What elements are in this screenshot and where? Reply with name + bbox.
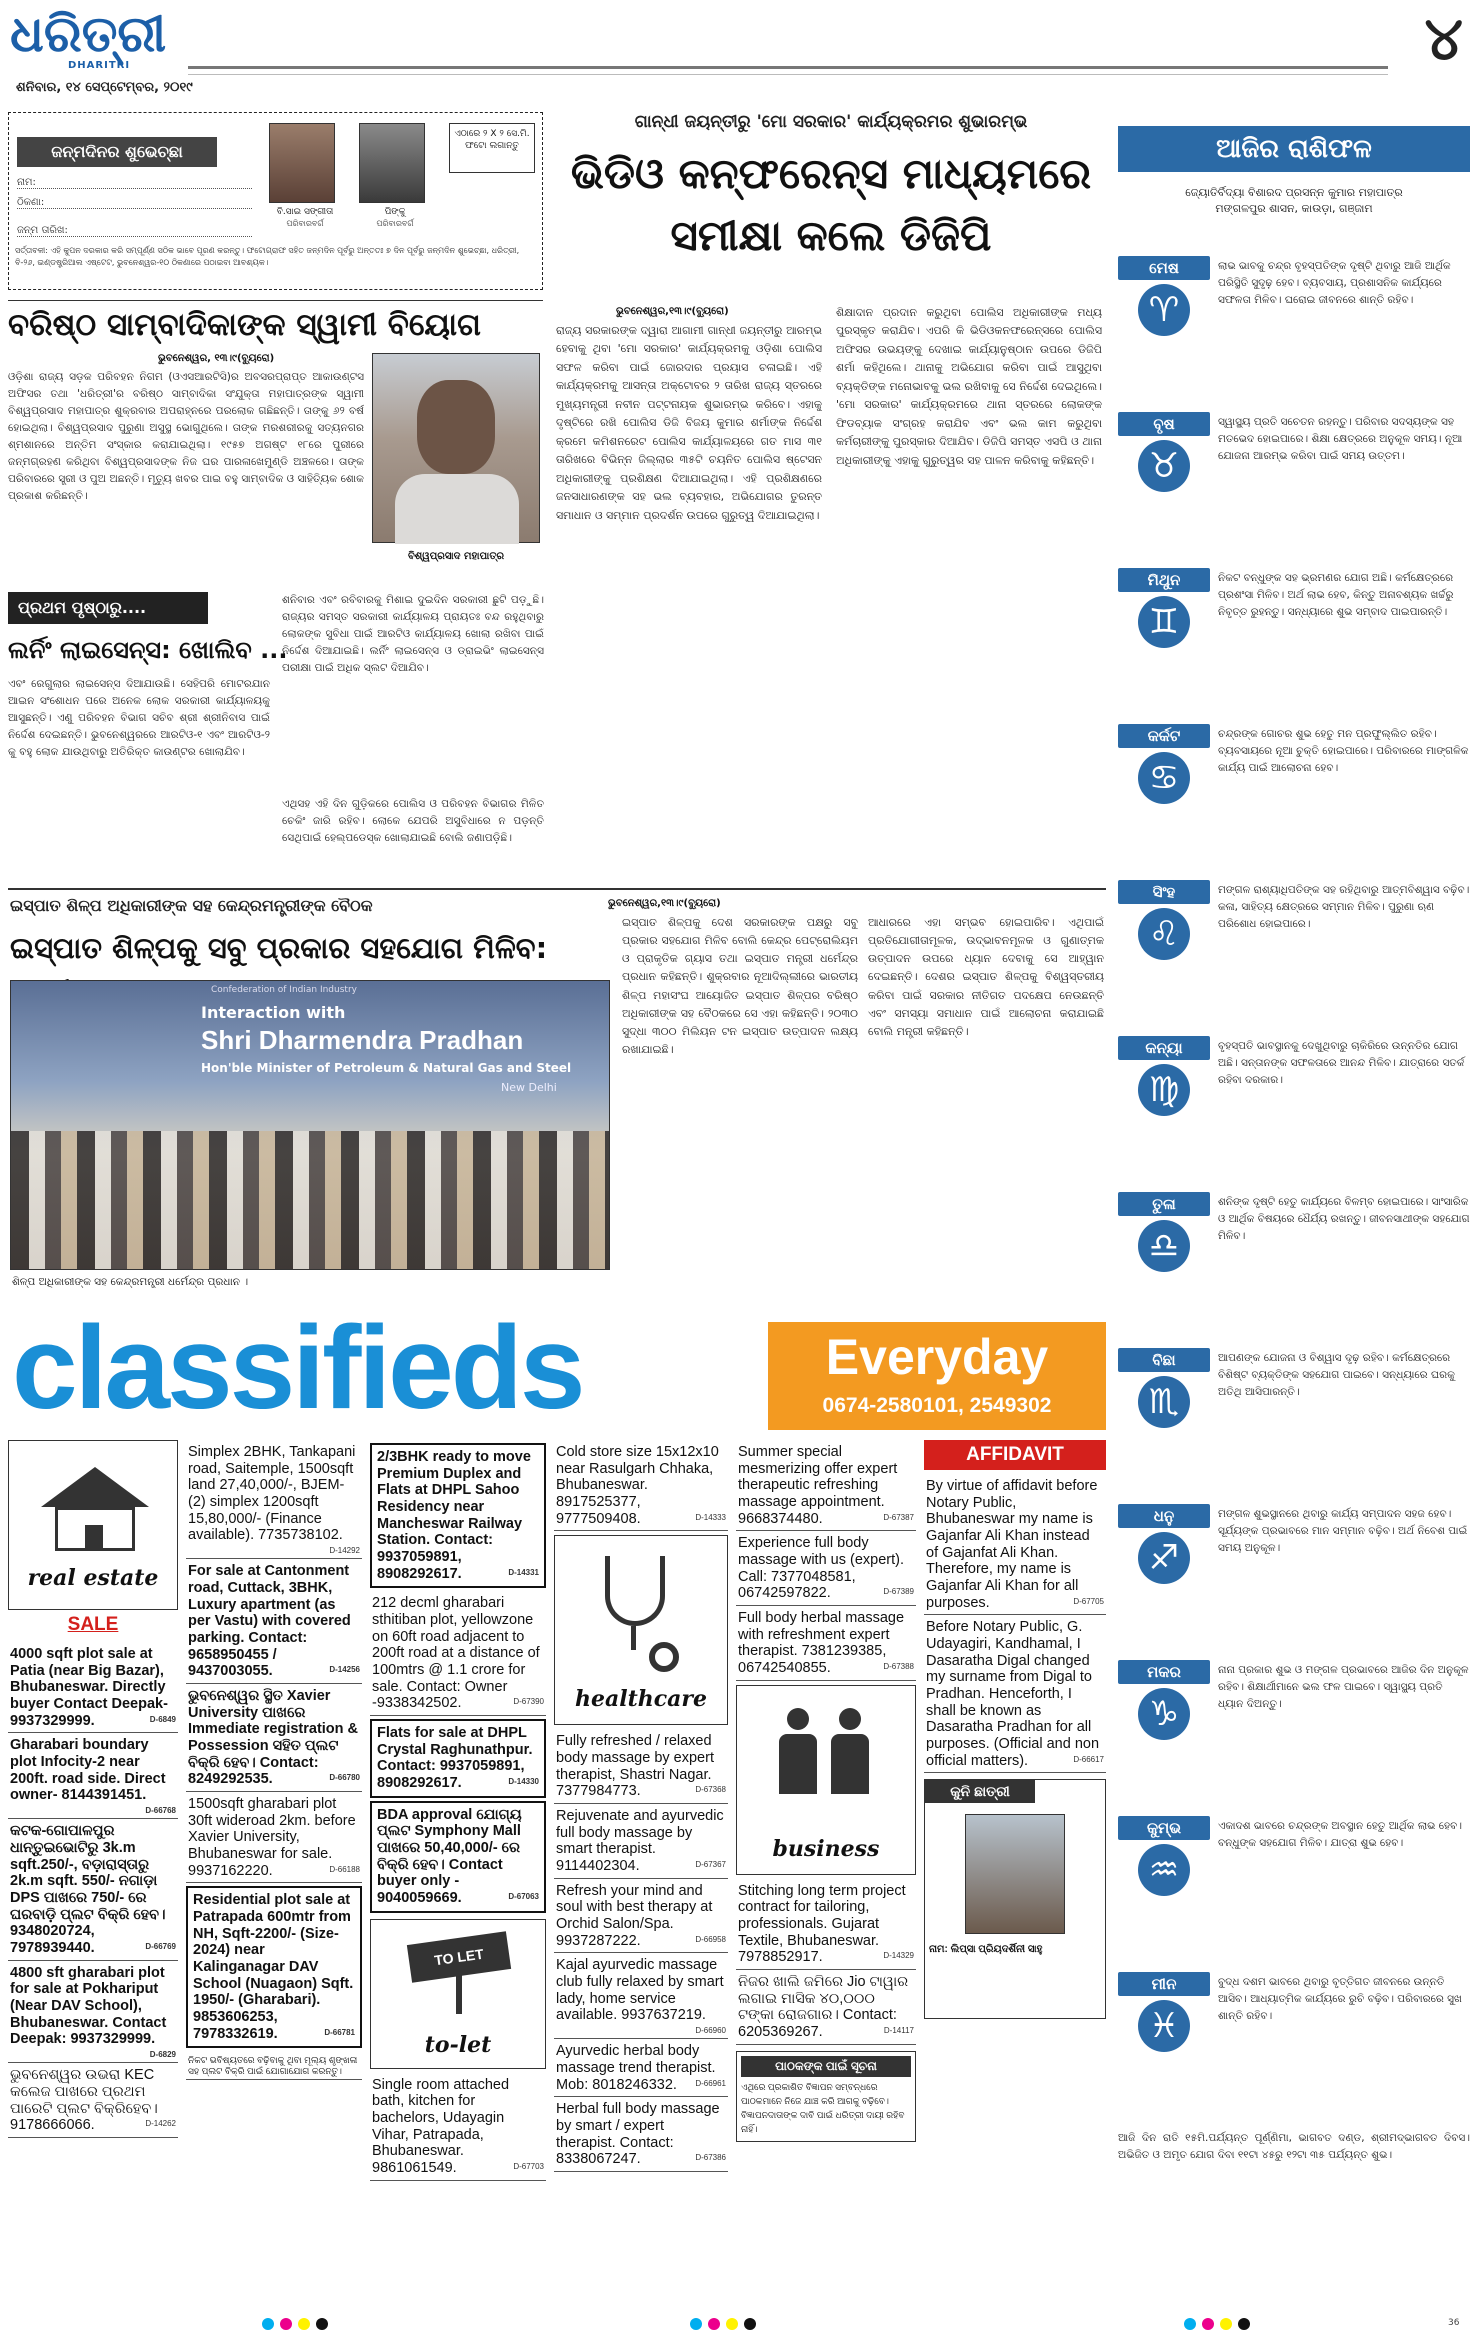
zodiac-taurus <box>1118 412 1470 552</box>
virgo-icon: ♍ <box>1138 1064 1190 1116</box>
horoscope-place: ମଙ୍ଗଳପୁର ଶାସନ, କାଉଡ଼ା, ଗଞ୍ଜାମ <box>1215 202 1373 215</box>
classified-ad: Flats for sale at DHPL Crystal Raghunathpur. Contact: 9937059891, 8908292617. D-14330 <box>370 1719 546 1798</box>
classified-ad: ଭୁବନେଶ୍ୱର ସ୍ଥିତ Xavier University ପାଖରେ Immediate registration & Possession ସହିତ ପ୍ଲଟ ବିକ୍ରି ହେବ। Contact: 8249292535. D-66780 <box>186 1684 362 1792</box>
classified-ad: ଭୁବନେଶ୍ୱର ଉଭରା KEC କଲେଜ ପାଖରେ ପ୍ରଥମ ପାରେଟି ପ୍ଲଟ ବିକ୍ରିହେବ। 9178666066. D-14262 <box>8 2063 178 2138</box>
birthday-note: ସର୍ତ୍ତାବଳୀ: ଏହି କୁପନ ଦରକାର କରି ସମ୍ପୂର୍ଣ୍ଣ ସଠିକ ଭାବେ ପୂରଣ କରନ୍ତୁ। ଫଟୋଗ୍ରାଫ ସହିତ ଜନ୍ମଦିନ ପୂର୍ବରୁ ଅନ୍ତତଃ ୭ ଦିନ ପୂର୍ବରୁ ଜନ୍ମଦିନ ଶୁଭେଚ୍ଛା, ଧରିତ୍ରୀ, ବି-୨୬, ଇଣ୍ଡଷ୍ଟ୍ରିଆଲ ଏଷ୍ଟେଟ, ଭୁବନେଶ୍ୱର-୧୦ ଠିକଣାରେ ପଠାଇବା ଆବଶ୍ୟକ। <box>15 246 520 267</box>
zodiac-name: ମିଥୁନ <box>1118 568 1210 592</box>
zodiac-text: ଲାଭ ଭାବକୁ ଚନ୍ଦ୍ର ବୃହସ୍ପତିଙ୍କ ଦୃଷ୍ଟି ଥିବାରୁ ଆଜି ଆର୍ଥିକ ପରିସ୍ଥିତି ସୁଦୃଢ଼ ହେବ। ବ୍ୟବସାୟ, ପ୍ରଶାସନିକ କାର୍ଯ୍ୟରେ ସଫଳତା ମିଳିବ। ଘରୋଇ ଜୀବନରେ ଶାନ୍ତି ରହିବ। <box>1218 260 1451 306</box>
birthday-photo-1-sub: ପରିବାରବର୍ଗ <box>286 219 324 228</box>
tutor-caption: ନାମ: ଲିପ୍‌ସା ପ୍ରିୟଦର୍ଶିନୀ ସାହୁ <box>929 1944 1043 1956</box>
classified-ad: Cold store size 15x12x10 near Rasulgarh Chhaka, Bhubaneswar. 8917525377, 9777509408. D-14333 <box>554 1440 728 1531</box>
classified-ad: Gharabari boundary plot Infocity-2 near 200ft. road side. Direct owner- 8144391451. D-66768 <box>8 1733 178 1819</box>
taurus-icon: ♉ <box>1138 440 1190 492</box>
front-page-teaser <box>8 592 543 882</box>
birthday-photo-1-caption: ବି.ସାଇ ସଙ୍ଗୀତା <box>276 207 334 217</box>
zodiac-text: ନିକଟ ବନ୍ଧୁଙ୍କ ସହ ଭ୍ରମଣର ଯୋଗ ଅଛି। କର୍ମକ୍ଷେତ୍ରରେ ପ୍ରଶଂସା ମିଳିବ। ଅର୍ଥ ଲାଭ ହେବ, କିନ୍ତୁ ଅନାବଶ୍ୟକ ଖର୍ଚ୍ଚରୁ ନିବୃତ୍ତ ରୁହନ୍ତୁ। ସନ୍ଧ୍ୟାରେ ଶୁଭ ସମ୍ବାଦ ପାଇପାରନ୍ତି। <box>1218 572 1454 618</box>
obituary-dateline: ଭୁବନେଶ୍ୱର, ୧୩।୯(ବ୍ୟୁରୋ) <box>158 353 275 364</box>
zodiac-name: ମୀନ <box>1118 1972 1210 1996</box>
teaser-col-2: ଶନିବାର ଏବଂ ରବିବାରକୁ ମିଶାଇ ଦୁଇଦିନ ସରକାରୀ ଛୁଟି ପଡ଼ୁଛି। ରାଜ୍ୟର ସମସ୍ତ ସରକାରୀ କାର୍ଯ୍ୟାଳୟ ପ୍ରାୟତଃ ବନ୍ଦ ରହୁଥିବାରୁ ଲୋକଙ୍କ ସୁବିଧା ପାଇଁ ଆରଟିଓ କାର୍ଯ୍ୟାଳୟ ଖୋଲା ରଖିବା ପାଇଁ ନିର୍ଦ୍ଦେଶ ଦିଆଯାଇଛି। ଲର୍ନିଂ ଲାଇସେନ୍ସ ଓ ଡ୍ରାଇଭିଂ ଲାଇସେନ୍ସ ପରୀକ୍ଷା ପାଇଁ ଅଧିକ ସ୍ଲଟ ଦିଆଯିବ। <box>282 594 544 674</box>
zodiac-text: ଏକାଦଶ ଭାବରେ ଚନ୍ଦ୍ରଙ୍କ ଅବସ୍ଥାନ ହେତୁ ଆର୍ଥିକ ଲାଭ ହେବ। ବନ୍ଧୁଙ୍କ ସହଯୋଗ ମିଳିବ। ଯାତ୍ରା ଶୁଭ ହେବ। <box>1218 1820 1463 1849</box>
classified-ad: Before Notary Public, G. Udayagiri, Kandhamal, I Dasaratha Digal changed my surname from Digal to Pradhan. Henceforth, I shall be known as Dasaratha Pradhan for all purposes. (Official and non official matters). D-66617 <box>924 1615 1106 1773</box>
classified-ad: 212 decml gharabari sthitiban plot, yellowzone on 60ft road adjacent to 200ft road at a distance of 100mtrs @ 1.1 crore for sale. Contact: Owner -9338342502. D-67390 <box>370 1591 546 1716</box>
business-label: business <box>772 1835 880 1862</box>
masthead-rule <box>188 66 1388 69</box>
tutor-box <box>924 1779 1106 2019</box>
to-let-sign-icon <box>409 1934 509 2014</box>
zodiac-text: ବୁଦ୍ଧ ଦଶମ ଭାବରେ ଥିବାରୁ ବୃତ୍ତିଗତ ଜୀବନରେ ଉନ୍ନତି ଆସିବ। ଆଧ୍ୟାତ୍ମିକ କାର୍ଯ୍ୟରେ ରୁଚି ବଢ଼ିବ। ପରିବାରରେ ସୁଖ ଶାନ୍ତି ରହିବ। <box>1218 1976 1462 2022</box>
zodiac-gemini <box>1118 568 1470 708</box>
zodiac-name: କର୍କଟ <box>1118 724 1210 748</box>
zodiac-name: ମକର <box>1118 1660 1210 1684</box>
leo-icon: ♌ <box>1138 908 1190 960</box>
to-let-sign: TO LET <box>407 1931 511 1983</box>
healthcare-box <box>554 1535 728 1725</box>
steel-banner-line-3: Hon'ble Minister of Petroleum & Natural Gas and Steel <box>201 1061 572 1075</box>
obituary-body: ଓଡ଼ିଶା ରାଜ୍ୟ ସଡ଼କ ପରିବହନ ନିଗମ (ଓଏସଆରଟିସି)ର ଅବସରପ୍ରାପ୍ତ ଆକାଉଣ୍ଟସ ଅଫିସର ତଥା 'ଧରିତ୍ରୀ'ର ବରିଷ୍ଠ ସାମ୍ବାଦିକା ସଂଯୁକ୍ତା ମହାପାତ୍ରଙ୍କ ସ୍ୱାମୀ ବିଶ୍ୱପ୍ରସାଦ ମହାପାତ୍ର ଶୁକ୍ରବାର ଅପରାହ୍ନରେ ପରଲୋକ ଗଛିଛନ୍ତି। ତାଙ୍କୁ ୬୨ ବର୍ଷ ହୋଇଥିଲା। ବିଶ୍ୱପ୍ରସାଦ ପୁରୁଣା ଅସୁସ୍ଥ ଭୋଗୁଥିଲେ। ତାଙ୍କ ମରଶରୀରକୁ ସତ୍ୟନଗର ଶ୍ମଶାନରେ ଅନ୍ତିମ ସଂସ୍କାର କରାଯାଇଥିଲା। ୧୯୫୭ ଅଗଷ୍ଟ ୧୮ରେ ପୁରୀରେ ଜନ୍ମଗ୍ରହଣ କରିଥିବା ବିଶ୍ୱପ୍ରସାଦଙ୍କ ନିଜ ଘର ପାରଳାଖେମୁଣ୍ଡି ଅଞ୍ଚଳରେ। ତାଙ୍କ ପରିବାରରେ ସ୍ତ୍ରୀ ଓ ପୁଅ ଅଛନ୍ତି। ମୃତ୍ୟୁ ଖବର ପାଇ ବହୁ ସାମ୍ବାଦିକ ଓ ସାହିତ୍ୟିକ ଶୋକ ପ୍ରକାଶ କରିଛନ୍ତି। <box>8 371 364 502</box>
photo-size-box: ଏଠାରେ ୨ X ୨ ସେ.ମି. ଫଟୋ ଲଗାନ୍ତୁ <box>449 123 535 173</box>
zodiac-name: ବିଛା <box>1118 1348 1210 1372</box>
zodiac-text: ଆପଣଙ୍କ ଯୋଜନା ଓ ବିଶ୍ୱାସ ଦୃଢ଼ ରହିବ। କର୍ମକ୍ଷେତ୍ରରେ ବିଶିଷ୍ଟ ବ୍ୟକ୍ତିଙ୍କ ସହଯୋଗ ପାଇବେ। ସନ୍ଧ୍ୟାରେ ଘରକୁ ଅତିଥି ଆସିପାରନ୍ତି। <box>1218 1352 1455 1398</box>
house-icon <box>41 1467 149 1557</box>
zodiac-text: ସ୍ୱାସ୍ଥ୍ୟ ପ୍ରତି ସଚେତନ ରହନ୍ତୁ। ପରିବାର ସଦସ୍ୟଙ୍କ ସହ ମତଭେଦ ହୋଇପାରେ। ଶିକ୍ଷା କ୍ଷେତ୍ରରେ ଅନୁକୂଳ ସମୟ। ନୂଆ ଯୋଜନା ଆରମ୍ଭ କରିବା ପାଇଁ ସମୟ ଉତ୍ତମ। <box>1218 416 1463 462</box>
registration-mark <box>262 2318 332 2330</box>
steel-banner-line-4: New Delhi <box>501 1081 557 1094</box>
zodiac-sagittarius <box>1118 1504 1470 1644</box>
zodiac-text: ବୃହସ୍ପତି ଭାବସ୍ଥାନକୁ ଦେଖୁଥିବାରୁ ଚାକିରିରେ ଉନ୍ନତିର ଯୋଗ ଅଛି। ସନ୍ତାନଙ୍କ ସଫଳତାରେ ଆନନ୍ଦ ମିଳିବ। ଯାତ୍ରାରେ ସତର୍କ ରହିବା ଦରକାର। <box>1218 1040 1465 1086</box>
classified-ad: Rejuvenate and ayurvedic full body massage by smart therapist. 9114402304. D-67367 <box>554 1804 728 1879</box>
classified-col-6 <box>924 1440 1106 2300</box>
lead-col-2: ଶିକ୍ଷାଦାନ ପ୍ରଦାନ କରୁଥିବା ପୋଲିସ ଅଧିକାରୀଙ୍କ ମଧ୍ୟ ପୁରସ୍କୃତ କରାଯିବ। ଏପରି କି ଭିଡିଓକନଫରେନ୍ସରେ ପୋଲିସ ଅଫିସର ଉଭୟଙ୍କୁ ଦେଖାଇ କାର୍ଯ୍ୟାନୁଷ୍ଠାନ ଉପରେ ଡିଜିପି ଶର୍ମା କହିଥିଲେ। ଥାନାକୁ ଅଭିଯୋଗ କରିବା ପାଇଁ ଆସୁଥିବା ବ୍ୟକ୍ତିଙ୍କ ମନୋଭାବକୁ ଭଲ ରଖିବାକୁ ସେ ନିର୍ଦ୍ଦେଶ ଦେଇଥିଲେ। 'ମୋ ସରକାର' କାର୍ଯ୍ୟକ୍ରମରେ ଥାନା ସ୍ତରରେ ଲୋକଙ୍କ ଫିଡବ୍ୟାକ ସଂଗ୍ରହ କରାଯିବ ଏବଂ ଭଲ କାମ କରୁଥିବା କର୍ମଚାରୀଙ୍କୁ ପୁରସ୍କାର ଦିଆଯିବ। ଡିଜିପି ସମସ୍ତ ଏସପି ଓ ଥାନା ଅଧିକାରୀଙ୍କୁ ଏହାକୁ ଗୁରୁତ୍ୱର ସହ ପାଳନ କରିବାକୁ କହିଛନ୍ତି। <box>836 306 1102 467</box>
date-line: ଶନିବାର, ୧୪ ସେପ୍ଟେମ୍ବର, ୨୦୧୯ <box>16 80 193 95</box>
steel-col-1: ଇସ୍ପାତ ଶିଳ୍ପକୁ ଦେଶ ସରକାରଙ୍କ ପକ୍ଷରୁ ସବୁ ପ୍ରକାର ସହଯୋଗ ମିଳିବ ବୋଲି କେନ୍ଦ୍ର ପେଟ୍ରୋଲିୟମ ଓ ପ୍ରାକୃତିକ ଗ୍ୟାସ ତଥା ଇସ୍ପାତ ମନ୍ତ୍ରୀ ଧର୍ମେନ୍ଦ୍ର ପ୍ରଧାନ କହିଛନ୍ତି। ଶୁକ୍ରବାର ନୂଆଦିଲ୍ଲୀରେ ଭାରତୀୟ ଶିଳ୍ପ ମହାସଂଘ ଆୟୋଜିତ ଇସ୍ପାତ ଶିଳ୍ପର ବରିଷ୍ଠ ଅଧିକାରୀଙ୍କ ସହ ବୈଠକରେ ସେ ଏହା କହିଛନ୍ତି। ୨୦୩୦ ସୁଦ୍ଧା ୩୦୦ ମିଲିୟନ ଟନ ଇସ୍ପାତ ଉତ୍ପାଦନ ଲକ୍ଷ୍ୟ ରଖାଯାଇଛି। <box>622 916 858 1056</box>
teaser-banner: ପ୍ରଥମ ପୃଷ୍ଠାରୁ.... <box>8 592 208 624</box>
zodiac-aries <box>1118 256 1470 396</box>
birthday-photo-2-caption: ପିଙ୍କୁ <box>384 207 406 217</box>
reader-notice-body: ଏଥିରେ ପ୍ରକାଶିତ ବିଜ୍ଞାପନ ସମ୍ବନ୍ଧରେ ପାଠକମାନେ ନିଜେ ଯାଞ୍ଚ କରି ଆଗକୁ ବଢ଼ିବେ। ବିଜ୍ଞାପନଦାତାଙ୍କ ଦାବି ପାଇଁ ଧରିତ୍ରୀ ଦାୟୀ ରହିବ ନାହିଁ। <box>741 2081 905 2134</box>
zodiac-leo <box>1118 880 1470 1020</box>
logo: ଧରିତ୍ରୀ <box>10 4 167 63</box>
classified-ad: Refresh your mind and soul with best therapy at Orchid Salon/Spa. 9937287222. D-66958 <box>554 1879 728 1954</box>
classified-ad: Single room attached bath, kitchen for bachelors, Udayagin Vihar, Patrapada, Bhubaneswar. 9861061549. D-67703 <box>370 2073 546 2181</box>
tutor-photo <box>965 1814 1065 1934</box>
lead-headline-2: ସମୀକ୍ଷା କଲେ ଡିଜିପି <box>670 211 992 260</box>
logo-sub: DHARITRI <box>68 60 131 71</box>
steel-photo <box>10 980 610 1270</box>
classified-ad: By virtue of affidavit before Notary Public, Bhubaneswar my name is Gajanfar Ali Khan instead of Gajanfat Ali Khan. Therefore, my name is Gajanfar Ali Khan for all purposes. D-67705 <box>924 1474 1106 1615</box>
classified-ad: ନିଜର ଖାଲି ଜମିରେ Jio ଟାୱାର ଲଗାଇ ମାସିକ ୪୦,୦୦୦ ଟଙ୍କା ରୋଜଗାର। Contact: 6205369267. D-14117 <box>736 1970 916 2045</box>
sale-heading: SALE <box>67 1614 119 1635</box>
classified-ad: Stitching long term project contract for tailoring, professionals. Gujarat Textile, Bhubaneswar. 7978852917. D-14329 <box>736 1879 916 1970</box>
libra-icon: ♎ <box>1138 1220 1190 1272</box>
steel-story <box>8 888 1106 1296</box>
affidavit-heading: AFFIDAVIT <box>924 1440 1106 1470</box>
classifieds-header <box>8 1304 1106 1434</box>
birthday-address-field: ଠିକଣା: <box>17 197 252 209</box>
pisces-icon: ♓ <box>1138 2000 1190 2052</box>
tutor-heading: କୁନି ଛାତ୍ରୀ <box>925 1780 1035 1803</box>
zodiac-virgo <box>1118 1036 1470 1176</box>
classified-ad: Experience full body massage with us (expert). Call: 7377048581, 06742597822. D-67389 <box>736 1531 916 1606</box>
masthead <box>8 4 1469 100</box>
zodiac-text: ନାନା ପ୍ରକାର ଶୁଭ ଓ ମଙ୍ଗଳ ପ୍ରଭାବରେ ଆଜିର ଦିନ ଅନୁକୂଳ ରହିବ। ଶିକ୍ଷାର୍ଥୀମାନେ ଭଲ ଫଳ ପାଇବେ। ସ୍ୱାସ୍ଥ୍ୟ ପ୍ରତି ଧ୍ୟାନ ଦିଅନ୍ତୁ। <box>1218 1664 1469 1710</box>
zodiac-text: ଶନିଙ୍କ ଦୃଷ୍ଟି ହେତୁ କାର୍ଯ୍ୟରେ ବିଳମ୍ବ ହୋଇପାରେ। ସାଂସାରିକ ଓ ଆର୍ଥିକ ବିଷୟରେ ଧୈର୍ଯ୍ୟ ରଖନ୍ତୁ। ଜୀବନସାଥୀଙ୍କ ସହଯୋଗ ମିଳିବ। <box>1218 1196 1470 1242</box>
classified-ad: Herbal full body massage by smart / expert therapist. Contact: 8338067247. D-67386 <box>554 2097 728 2172</box>
classified-ad: Ayurvedic herbal body massage trend therapist. Mob: 8018246332. D-66961 <box>554 2039 728 2097</box>
to-let-label: to-let <box>424 2031 492 2058</box>
classifieds-band <box>768 1322 1106 1430</box>
horoscope-astrologer: ଜ୍ୟୋତିର୍ବିଦ୍ୟା ବିଶାରଦ ପ୍ରସନ୍ନ କୁମାର ମହାପାତ୍ର <box>1185 186 1403 199</box>
birthday-photo-2-sub: ପରିବାରବର୍ଗ <box>376 219 414 228</box>
classifieds-phones: 0674-2580101, 2549302 <box>822 1394 1052 1417</box>
birthday-dob-field: ଜନ୍ମ ତାରିଖ: <box>17 225 252 237</box>
horoscope-footer: ଆଜି ଦିନ ରାତି ୧୫ମି.ପର୍ଯ୍ୟନ୍ତ ପୂର୍ଣ୍ଣିମା, ଭାଗବତ ଦଣ୍ଡ, ଶ୍ରୀମଦ୍ଭାଗବତ ଦିବସ। ଅଭିଜିତ ଓ ଅମୃତ ଯୋଗ ଦିବା ୧୧ଟା ୪୫ରୁ ୧୨ଟା ୩୫ ପର୍ଯ୍ୟନ୍ତ ଶୁଭ। <box>1118 2132 1470 2161</box>
birthday-photo-2 <box>359 123 425 203</box>
obituary-headline: ବରିଷ୍ଠ ସାମ୍ବାଦିକାଙ୍କ ସ୍ୱାମୀ ବିୟୋଗ <box>8 307 481 343</box>
classifieds-title: classifieds <box>12 1302 583 1434</box>
horoscope-header <box>1118 118 1470 228</box>
cancer-icon: ♋ <box>1138 752 1190 804</box>
lead-headline-1: ଭିଡିଓ କନ୍‌ଫରେନ୍ସ ମାଧ୍ୟମରେ <box>570 149 1092 198</box>
classified-ad: ନିକଟ ଭବିଷ୍ୟତରେ ବଢ଼ିବାକୁ ଥିବା ମୂଲ୍ୟ ଶୃଙ୍ଖଳା ସହ ପ୍ଲଟ ବିକ୍ରି ପାଇଁ ଯୋଗାଯୋଗ କରନ୍ତୁ। <box>186 2051 362 2080</box>
healthcare-label: healthcare <box>575 1686 707 1713</box>
classified-col-4 <box>554 1440 728 2300</box>
classified-ad: କଟକ-ଗୋପାଳପୁର ଧାନ୍ତୁଇଭୋଟିରୁ 3k.m sqft.250/-, ବଡ଼ାରାସ୍ତାରୁ 2k.m sqft. 550/- ନଗାଡ଼ା DPS ପାଖରେ 750/- ରେ ଘରବାଡ଼ି ପ୍ଲଟ ବିକ୍ରି ହେବ। 9348020724, 7978939440. D-66769 <box>8 1819 178 1960</box>
classified-ad: BDA approval ଯୋଗ୍ୟ ପ୍ଲଟ Symphony Mall ପାଖରେ 50,40,000/- ରେ ବିକ୍ରି ହେବ। Contact buyer only - 9040059669. D-67063 <box>370 1801 546 1913</box>
classified-col-3 <box>370 1440 546 2300</box>
birthday-photo-1 <box>269 123 335 203</box>
sagittarius-icon: ♐ <box>1138 1532 1190 1584</box>
steel-banner-org: Confederation of Indian Industry <box>211 985 357 995</box>
classifieds-everyday: Everyday <box>825 1329 1049 1385</box>
zodiac-capricorn <box>1118 1660 1470 1800</box>
business-box <box>736 1685 916 1875</box>
classified-col-1 <box>8 1440 178 2300</box>
obituary-story <box>8 300 543 590</box>
teaser-col-3: ଏଥିସହ ଏହି ଦିନ ଗୁଡ଼ିକରେ ପୋଲିସ ଓ ପରିବହନ ବିଭାଗର ମିଳିତ ଚେକିଂ ଜାରି ରହିବ। ଲୋକେ ଯେପରି ଅସୁବିଧାରେ ନ ପଡ଼ନ୍ତି ସେଥିପାଇଁ ହେଲ୍ପଡେସ୍କ ଖୋଲାଯାଇଛି ବୋଲି ଜଣାପଡ଼ିଛି। <box>282 798 544 844</box>
zodiac-libra <box>1118 1192 1470 1332</box>
page-number: ୪ <box>1424 4 1463 74</box>
steel-kicker: ଇସ୍ପାତ ଶିଳ୍ପ ଅଧିକାରୀଙ୍କ ସହ କେନ୍ଦ୍ରମନ୍ତ୍ରୀଙ୍କ ବୈଠକ <box>10 896 373 915</box>
zodiac-name: କୁମ୍ଭ <box>1118 1816 1210 1840</box>
real-estate-box <box>8 1440 178 1610</box>
classified-ad: For sale at Cantonment road, Cuttack, 3BHK, Luxury apartment (as per Vastu) with covered parking. Contact: 9658950455 / 9437003055. D-14256 <box>186 1559 362 1684</box>
zodiac-aquarius <box>1118 1816 1470 1956</box>
scorpio-icon: ♏ <box>1138 1376 1190 1428</box>
page-folio: 36 <box>1448 2318 1460 2328</box>
classified-ad: 4000 sqft plot sale at Patia (near Big Bazar), Bhubaneswar. Directly buyer Contact Deepak- 9937329999. D-6849 <box>8 1642 178 1733</box>
obituary-photo <box>372 353 540 543</box>
masthead-rule-thin <box>188 74 1388 75</box>
zodiac-name: ଧନୁ <box>1118 1504 1210 1528</box>
classified-col-2 <box>186 1440 362 2300</box>
aquarius-icon: ♒ <box>1138 1844 1190 1896</box>
horoscope-title: ଆଜିର ରାଶିଫଳ <box>1118 126 1470 172</box>
zodiac-name: କନ୍ୟା <box>1118 1036 1210 1060</box>
classified-ad: 4800 sft gharabari plot for sale at Pokhariput (Near DAV School), Bhubaneswar. Contact Deepak: 9937329999. D-6829 <box>8 1961 178 2064</box>
zodiac-name: ବୃଷ <box>1118 412 1210 436</box>
steel-headline: ଇସ୍ପାତ ଶିଳ୍ପକୁ ସବୁ ପ୍ରକାର ସହଯୋଗ ମିଳିବ: <box>10 931 548 965</box>
zodiac-text: ମଙ୍ଗଳ ଶୁଭସ୍ଥାନରେ ଥିବାରୁ କାର୍ଯ୍ୟ ସମ୍ପାଦନ ସହଜ ହେବ। ସୂର୍ଯ୍ୟଙ୍କ ପ୍ରଭାବରେ ମାନ ସମ୍ମାନ ବଢ଼ିବ। ଅର୍ଥ ନିବେଶ ପାଇଁ ସମୟ ଅନୁକୂଳ। <box>1218 1508 1468 1554</box>
to-let-box <box>370 1919 546 2069</box>
zodiac-cancer <box>1118 724 1470 864</box>
classified-ad: Residential plot sale at Patrapada 600mtr from NH, Sqft-2200/- (Size-2024) near Kalinganagar DAV School (Nuagaon) Sqft. 1950/- (Gharabari). 9853606253, 7978332619. D-66781 <box>186 1886 362 2048</box>
teaser-col-1: ଏବଂ ରେଗୁଲାର ଲାଇସେନ୍ସ ଦିଆଯାଉଛି। ସେହିପରି ମୋଟରଯାନ ଆଇନ ସଂଶୋଧନ ପରେ ଅନେକ ଲୋକ ସରକାରୀ କାର୍ଯ୍ୟାଳୟକୁ ଆସୁଛନ୍ତି। ଏଣୁ ପରିବହନ ବିଭାଗ ସଚିବ ଶ୍ରୀ ଶ୍ରୀନିବାସ ପାଇଁ ନିର୍ଦ୍ଦେଶ ଦେଇଛନ୍ତି। ଭୁବନେଶ୍ୱରରେ ଆରଟିଓ-୧ ଏବଂ ଆରଟିଓ-୨ କୁ ବହୁ ଲୋକ ଯାଉଥିବାରୁ ଅତିରିକ୍ତ କାଉଣ୍ଟର ଖୋଲାଯିବ। <box>8 678 270 758</box>
classified-ad: Fully refreshed / relaxed body massage by expert therapist, Shastri Nagar. 7377984773. D-67368 <box>554 1729 728 1804</box>
classified-ad: Full body herbal massage with refreshment expert therapist. 7381239385, 06742540855. D-67388 <box>736 1606 916 1681</box>
zodiac-name: ତୁଳା <box>1118 1192 1210 1216</box>
steel-banner-line-2: Shri Dharmendra Pradhan <box>201 1025 524 1055</box>
zodiac-scorpio <box>1118 1348 1470 1488</box>
classified-ad: Kajal ayurvedic massage club fully relaxed by smart lady, home service available. 9937637219. D-66960 <box>554 1953 728 2039</box>
stethoscope-icon <box>595 1556 691 1666</box>
steel-banner-line-1: Interaction with <box>201 1003 346 1022</box>
capricorn-icon: ♑ <box>1138 1688 1190 1740</box>
reader-notice-title: ପାଠକଙ୍କ ପାଇଁ ସୂଚନା <box>741 2056 911 2077</box>
reader-notice <box>736 2051 916 2142</box>
registration-mark <box>690 2318 760 2330</box>
lead-dateline: ଭୁବନେଶ୍ୱର,୧୩।୯(ବ୍ୟୁରୋ) <box>616 306 729 317</box>
birthday-name-field: ନାମ: <box>17 177 252 189</box>
classified-col-5 <box>736 1440 916 2300</box>
birthday-coupon <box>8 112 543 290</box>
aries-icon: ♈ <box>1138 284 1190 336</box>
business-people-icon <box>777 1708 877 1808</box>
lead-kicker: ଗାନ୍ଧୀ ଜୟନ୍ତୀରୁ 'ମୋ ସରକାର' କାର୍ଯ୍ୟକ୍ରମର ଶୁଭାରମ୍ଭ <box>634 112 1028 132</box>
lead-story <box>556 108 1106 878</box>
real-estate-label: real estate <box>27 1565 159 1591</box>
obituary-photo-caption: ବିଶ୍ୱପ୍ରସାଦ ମହାପାତ୍ର <box>407 551 505 562</box>
classified-ad: Simplex 2BHK, Tankapani road, Saitemple, 1500sqft land 27,40,000/-, BJEM-(2) simplex 1200sqft 15,80,000/- (Finance available). 7735738102. D-14292 <box>186 1440 362 1559</box>
teaser-headline: ଲର୍ନିଂ ଲାଇସେନ୍ସ: ଖୋଲିବ ... <box>8 636 288 664</box>
gemini-icon: ♊ <box>1138 596 1190 648</box>
classified-ad: 2/3BHK ready to move Premium Duplex and Flats at DHPL Sahoo Residency near Mancheswar Railway Station. Contact: 9937059891, 8908292617. D-14331 <box>370 1443 546 1588</box>
classified-ad: 1500sqft gharabari plot 30ft wideroad 2km. before Xavier University, Bhubaneswar for sale. 9937162220. D-66188 <box>186 1792 362 1883</box>
registration-mark <box>1184 2318 1254 2330</box>
zodiac-text: ଚନ୍ଦ୍ରଙ୍କ ଗୋଚର ଶୁଭ ହେତୁ ମନ ପ୍ରଫୁଲ୍ଲିତ ରହିବ। ବ୍ୟବସାୟରେ ନୂଆ ଚୁକ୍ତି ହୋଇପାରେ। ପରିବାରରେ ମାଙ୍ଗଳିକ କାର୍ଯ୍ୟ ପାଇଁ ଆଲୋଚନା ହେବ। <box>1218 728 1469 774</box>
classified-ad: Summer special mesmerizing offer expert therapeutic refreshing massage appointment. 9668374480. D-67387 <box>736 1440 916 1531</box>
zodiac-pisces <box>1118 1972 1470 2112</box>
birthday-title: ଜନ୍ମଦିନର ଶୁଭେଚ୍ଛା <box>17 137 217 167</box>
steel-dateline: ଭୁବନେଶ୍ୱର,୧୩।୯(ବ୍ୟୁରୋ) <box>608 898 721 909</box>
zodiac-text: ମଙ୍ଗଳ ରାଶ୍ୟାଧିପତିଙ୍କ ସହ ରହିଥିବାରୁ ଆତ୍ମବିଶ୍ୱାସ ବଢ଼ିବ। କଳା, ସାହିତ୍ୟ କ୍ଷେତ୍ରରେ ସମ୍ମାନ ମିଳିବ। ପୁରୁଣା ଋଣ ପରିଶୋଧ ହୋଇପାରେ। <box>1218 884 1470 930</box>
steel-col-2: ଆଧାରରେ ଏହା ସମ୍ଭବ ହୋଇପାରିବ। ଏଥିପାଇଁ ପ୍ରତିଯୋଗୀତାମୂଳକ, ଉଦ୍ଭାବନମୂଳକ ଓ ଗୁଣାତ୍ମକ ଉତ୍ପାଦନ ଉପରେ ଧ୍ୟାନ ଦେବାକୁ ସେ ଆହ୍ୱାନ ଦେଇଛନ୍ତି। ଦେଶର ଇସ୍ପାତ ଶିଳ୍ପକୁ ବିଶ୍ୱସ୍ତରୀୟ କରିବା ପାଇଁ ସରକାର ନୀତିଗତ ପଦକ୍ଷେପ ନେଉଛନ୍ତି ଏବଂ ସମସ୍ୟା ସମାଧାନ ପାଇଁ ଆଲୋଚନା କରାଯାଇଛି ବୋଲି ମନ୍ତ୍ରୀ କହିଛନ୍ତି। <box>868 916 1104 1038</box>
lead-col-1: ରାଜ୍ୟ ସରକାରଙ୍କ ଦ୍ୱାରା ଆଗାମୀ ଗାନ୍ଧୀ ଜୟନ୍ତୀରୁ ଆରମ୍ଭ ହେବାକୁ ଥିବା 'ମୋ ସରକାର' କାର୍ଯ୍ୟକ୍ରମକୁ ଓଡ଼ିଶା ପୋଲିସ ସଫଳ କରିବା ପାଇଁ ଜୋରଦାର ପ୍ରୟାସ ଚଳାଇଛି। ଏହି କାର୍ଯ୍ୟକ୍ରମକୁ ଆସନ୍ତା ଅକ୍ଟୋବର ୨ ତାରିଖ ରାଜ୍ୟ ସ୍ତରରେ ମୁଖ୍ୟମନ୍ତ୍ରୀ ନବୀନ ପଟ୍ଟନାୟକ ଶୁଭାରମ୍ଭ କରିବେ। ଏହାକୁ ଦୃଷ୍ଟିରେ ରଖି ପୋଲିସ ଡିଜି ବିଜୟ କୁମାର ଶର୍ମାଙ୍କ ନିର୍ଦ୍ଦେଶ କ୍ରମେ କମିଶନରେଟ ପୋଲିସ କାର୍ଯ୍ୟାଳୟରେ ଗତ ମାସ ୩୧ ତାରିଖରେ ବିଭିନ୍ନ ଜିଲ୍ଲାର ୩୫ଟି ଚୟନିତ ପୋଲିସ ଷ୍ଟେସନ ଅଧିକାରୀଙ୍କୁ ପ୍ରଶିକ୍ଷଣ ଦିଆଯାଇଥିଲା। ଏହି ପ୍ରଶିକ୍ଷଣରେ ଜନସାଧାରଣଙ୍କ ସହ ଭଲ ବ୍ୟବହାର, ଅଭିଯୋଗର ତୁରନ୍ତ ସମାଧାନ ଓ ସମ୍ମାନ ପ୍ରଦର୍ଶନ ଉପରେ ଗୁରୁତ୍ୱ ଦିଆଯାଇଥିଲା। <box>556 324 822 522</box>
zodiac-name: ମେଷ <box>1118 256 1210 280</box>
zodiac-name: ସିଂହ <box>1118 880 1210 904</box>
steel-photo-caption: ଶିଳ୍ପ ଅଧିକାରୀଙ୍କ ସହ କେନ୍ଦ୍ରମନ୍ତ୍ରୀ ଧର୍ମେନ୍ଦ୍ର ପ୍ରଧାନ । <box>12 1276 249 1288</box>
